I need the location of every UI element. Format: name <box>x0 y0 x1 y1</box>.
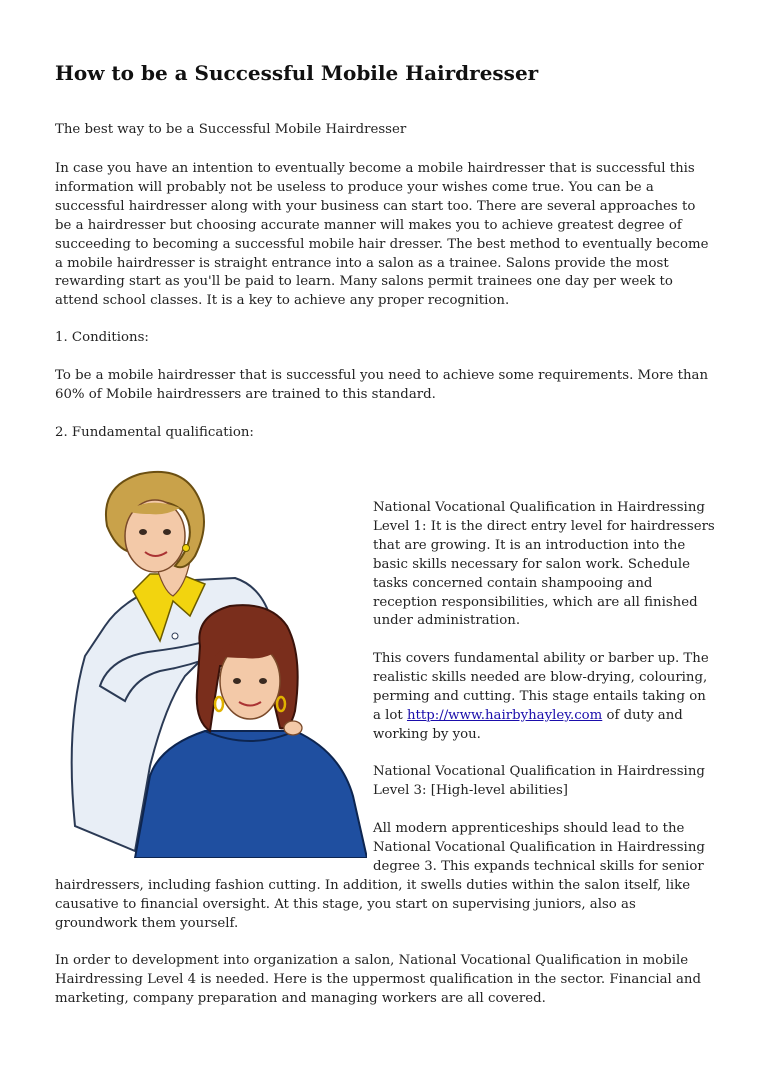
level2-text-after: of duty and working by you. <box>373 707 683 742</box>
level1-paragraph: National Vocational Qualification in Hairdressing Level 1: It is the direct entry level for hairdressers that are growing. It is an introduction into the basic skills necessary for salon work. Schedule tasks concerned contain shampooing and reception responsibilities, which are all finished under administration. <box>373 500 715 629</box>
apprenticeship-paragraph: All modern apprenticeships should lead to the National Vocational Qualification in Hairdressing degree 3. This expands technical skills for senior <box>373 821 705 874</box>
hairdresser-illustration <box>55 466 367 858</box>
level3-paragraph: National Vocational Qualification in Hairdressing Level 3: [High-level abilities] <box>373 764 705 798</box>
hairbyhayley-link[interactable]: http://www.hairbyhayley.com <box>406 707 603 723</box>
conditions-paragraph: To be a mobile hairdresser that is successful you need to achieve some requirements. More than 60% of Mobile hairdressers are trained to this standard. <box>55 368 709 402</box>
client-gown <box>135 731 367 858</box>
page-title: How to be a Successful Mobile Hairdresser <box>55 61 539 85</box>
apprenticeship-continued: hairdressers, including fashion cutting. In addition, it swells duties within the salon itself, like causative to financial oversight. At this stage, you start on supervising juniors, also as groundwork them yourself. <box>55 878 691 931</box>
level2-paragraph <box>373 650 715 745</box>
level2-text-before: This covers fundamental ability or barber up. The realistic skills needed are blow-drying, colouring, perming and cutting. This stage entails taking on a lot <box>373 651 709 723</box>
section-heading-conditions: 1. Conditions: <box>55 330 149 345</box>
level4-paragraph: In order to development into organization a salon, National Vocational Qualification in mobile Hairdressing Level 4 is needed. Here is the uppermost qualification in the sector. Financial and marketing, company preparation and managing workers are all covered. <box>55 953 701 1006</box>
section-heading-qualification: 2. Fundamental qualification: <box>55 425 254 440</box>
subtitle: The best way to be a Successful Mobile Hairdresser <box>55 122 407 137</box>
intro-paragraph: In case you have an intention to eventually become a mobile hairdresser that is successful this information will probably not be useless to produce your wishes come true. You can be a successful hairdresser along with your business can start too. There are several approaches to be a hairdresser but choosing accurate manner will makes you to achieve greatest degree of succeeding to becoming a successful mobile hair dresser. The best method to eventually become a mobile hairdresser is straight entrance into a salon as a trainee. Salons provide the most rewarding start as you'll be paid to learn. Many salons permit trainees one day per week to attend school classes. It is a key to achieve any proper recognition. <box>55 161 709 309</box>
